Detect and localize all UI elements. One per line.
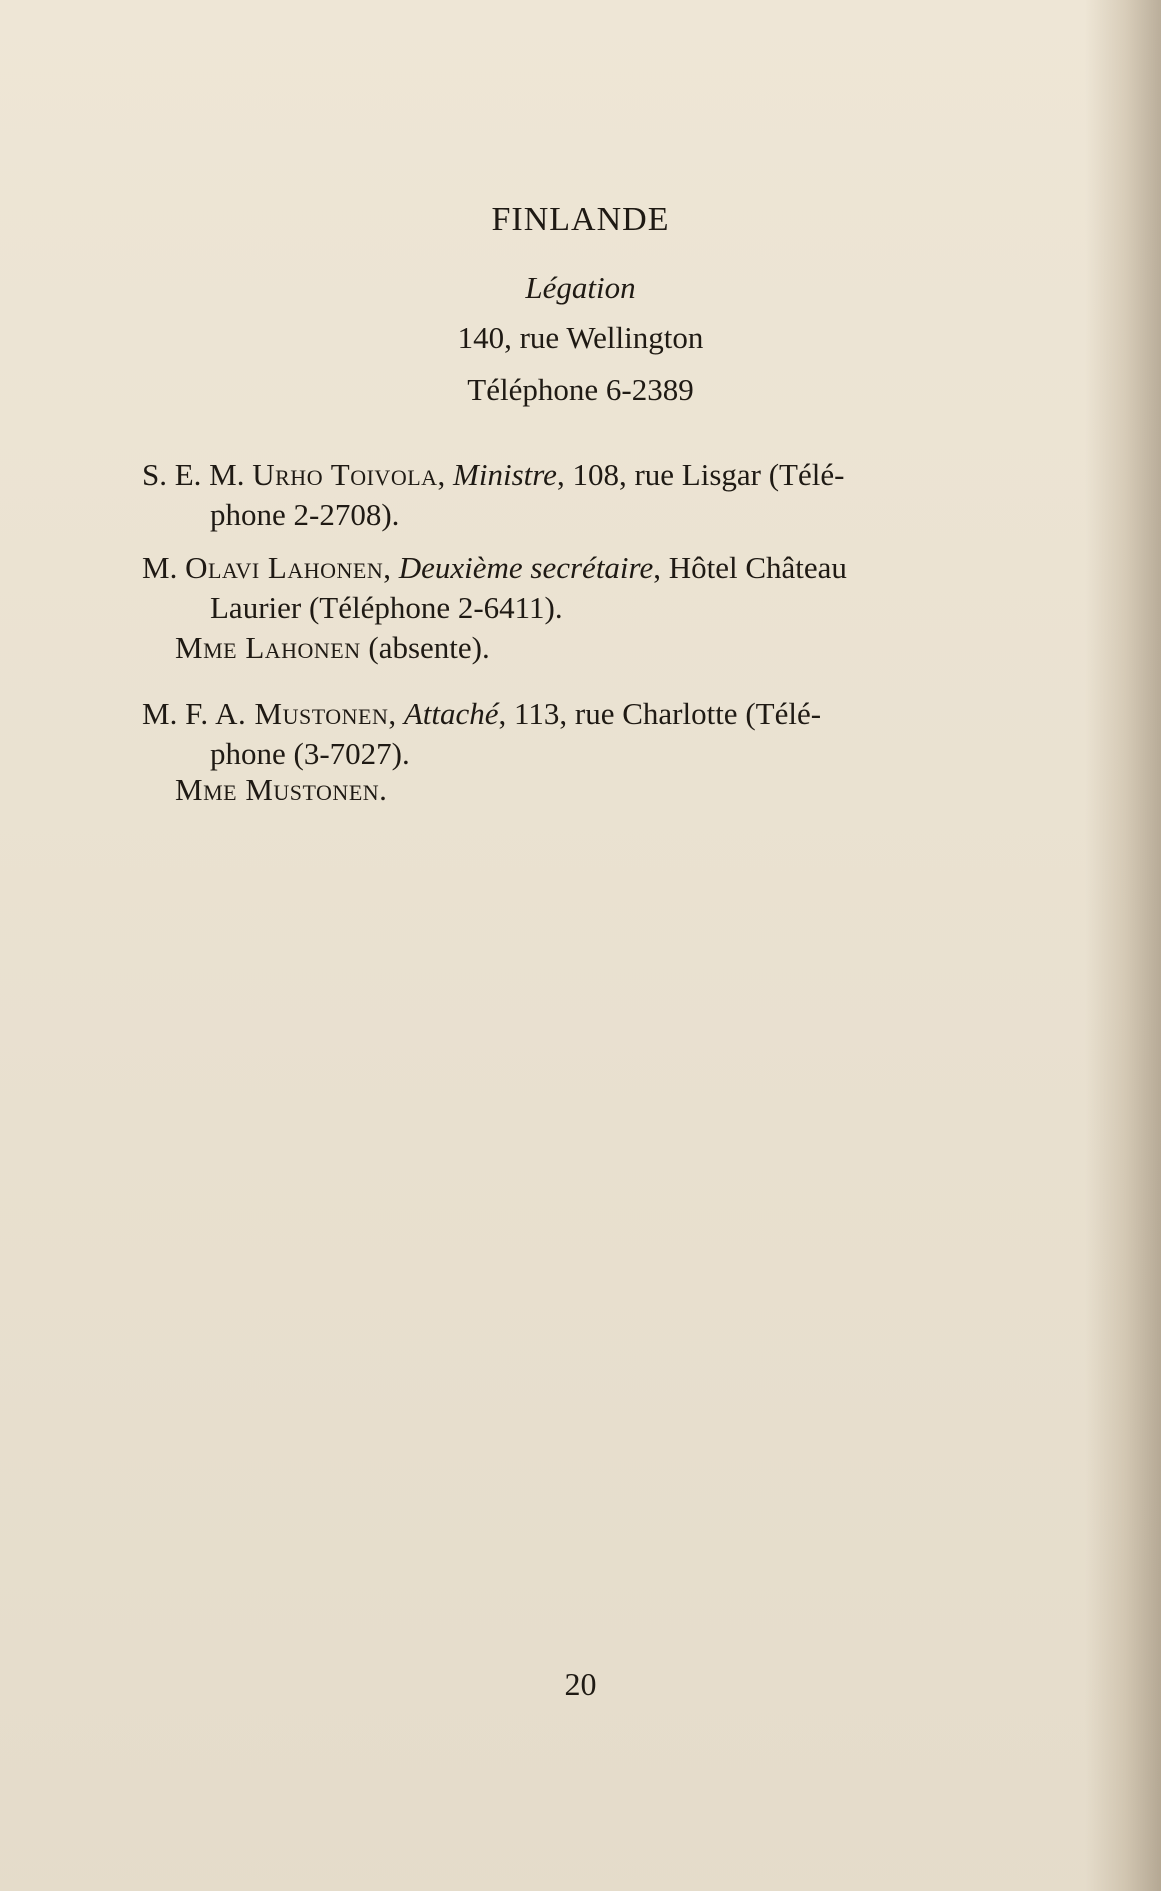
- spouse-name: Mme Mustonen: [175, 772, 380, 807]
- page-number: 20: [564, 1666, 597, 1702]
- entry-separator: ,: [437, 457, 454, 492]
- spouse-entry-mustonen: [175, 770, 387, 810]
- diplomat-entry-lahonen: [142, 548, 1047, 628]
- entry-title: Deuxième secrétaire: [398, 550, 654, 585]
- entry-separator: ,: [388, 696, 404, 731]
- legation-address: 140, rue Wellington: [457, 320, 704, 355]
- mission-type: Légation: [525, 270, 636, 305]
- entry-prefix: M.: [142, 550, 186, 585]
- entry-title: Attaché: [403, 696, 499, 731]
- spouse-note: (absente).: [360, 630, 490, 665]
- entry-phone: phone 2-2708).: [210, 497, 400, 532]
- spouse-name: Mme Lahonen: [175, 630, 361, 665]
- diplomat-entry-toivola: [142, 455, 1047, 535]
- entry-address: , 108, rue Lisgar (Télé-: [556, 457, 845, 492]
- entry-name: F. A. Mustonen: [185, 696, 389, 731]
- entry-name: Olavi Lahonen: [185, 550, 384, 585]
- spouse-entry-lahonen: [175, 628, 490, 668]
- entry-title: Ministre: [453, 457, 557, 492]
- entry-address-cont: Laurier (Téléphone 2-6411).: [210, 590, 563, 625]
- diplomat-entry-mustonen: [142, 694, 1047, 774]
- entry-address: , Hôtel Château: [653, 550, 847, 585]
- country-heading: FINLANDE: [491, 201, 670, 238]
- spouse-note: .: [379, 772, 387, 807]
- entry-separator: ,: [383, 550, 399, 585]
- entry-prefix: M.: [142, 696, 186, 731]
- entry-phone: phone (3-7027).: [210, 736, 410, 771]
- entry-address: , 113, rue Charlotte (Télé-: [498, 696, 822, 731]
- entry-prefix: S. E. M.: [142, 457, 253, 492]
- entry-name: Urho Toivola: [252, 457, 438, 492]
- legation-phone: Téléphone 6-2389: [467, 372, 694, 407]
